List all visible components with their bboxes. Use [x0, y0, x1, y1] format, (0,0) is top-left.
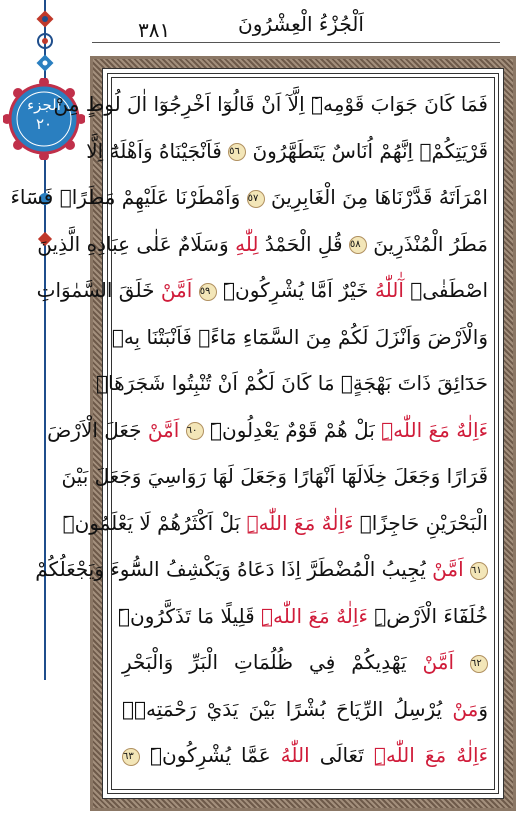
ornament-knot-icon — [36, 10, 54, 28]
verse-text: يُجِيبُ الْمُضْطَرَّ اِذَا دَعَاهُ وَيَكْشِفُ السُّٓوءَ وَيَجْعَلُكُمْ — [35, 557, 433, 581]
verse-line — [61, 456, 488, 496]
verse-text: فَمَا كَانَ جَوَابَ قَوْمِهٖٓ اِلَّآ اَنْ قَالُوٓا اَخْرِجُوٓا اٰلَ لُوطٍ مِنْ — [53, 92, 488, 116]
ornament-knot-icon — [36, 54, 54, 72]
verse-text — [464, 557, 470, 581]
verse-text: بَلْ هُمْ قَوْمٌ يَعْدِلُونَۜ — [203, 417, 382, 442]
verse-line — [96, 363, 488, 403]
verse-line — [47, 410, 488, 450]
verse-text: جَعَلَ الْاَرْضَ — [47, 417, 148, 442]
verse-text: وَسَلَامٌ عَلٰى عِبَادِهِ الَّذِينَ — [37, 231, 236, 256]
divine-name-text: آٰللّٰهُ — [374, 278, 404, 302]
verse-line — [53, 84, 488, 124]
page-number: ٣٨١ — [138, 18, 171, 42]
verse-text — [179, 418, 185, 442]
divine-name-text: ءَاِلٰهٌ مَعَ اللّٰهِۜ — [261, 603, 368, 628]
divine-name-text: اَمَّنْ — [432, 557, 464, 581]
verse-text: وَ — [478, 696, 488, 721]
verse-text — [454, 650, 470, 674]
divine-name-text: اَمَّنْ — [147, 417, 180, 442]
verse-text: خَلَقَ السَّمٰوَاتِ — [36, 278, 161, 302]
ayah-number-marker: ٥٨ — [349, 236, 367, 254]
verse-text: حَدَٓائِقَ ذَاتَ بَهْجَةٍۚ مَا كَانَ لَكُمْ اَنْ تُنْبِتُوا شَجَرَهَاۜ — [96, 371, 488, 395]
divine-name-text: مَنْ — [452, 696, 479, 721]
verse-text: خُلَفَٓاءَ الْاَرْضِۜ — [367, 603, 488, 628]
juz-title: اَلْجُزْءُ الْعِشْرُونَ — [238, 12, 364, 36]
verse-text: يُرْسِلُ الرِّيَاحَ بُشْرًا بَيْنَ يَدَيْ رَحْمَتِهٖۜ — [122, 696, 453, 721]
verse-text: قَلِيلًا مَا تَذَكَّرُونَۜ — [118, 603, 262, 628]
divine-name-text: ءَاِلٰهٌ مَعَ اللّٰهِۜ — [373, 743, 488, 767]
verse-text: تَعَالَى — [309, 743, 374, 767]
ayah-number-marker: ٦٢ — [470, 655, 488, 673]
divine-name-text: اللّٰهُ — [280, 743, 310, 767]
verse-line — [62, 503, 488, 543]
verse-text: اصْطَفٰىۜ — [403, 278, 488, 302]
ayah-number-marker: ٥٩ — [199, 283, 217, 301]
verse-text: يَهْدِيكُمْ فِي ظُلُمَاتِ الْبَرِّ وَالْبَحْرِ — [122, 650, 423, 674]
verse-text: فَاَنْجَيْنَاهُ وَاَهْلَهُٓ اِلَّا — [86, 138, 229, 163]
verse-text: الْبَحْرَيْنِ حَاجِزًاۜ — [353, 510, 488, 535]
ayah-number-marker: ٦١ — [470, 562, 488, 580]
verse-text: قَرَارًا وَجَعَلَ خِلَالَهَٓا اَنْهَارًا وَجَعَلَ لَهَا رَوَاسِيَ وَجَعَلَ بَيْنَ — [61, 464, 488, 488]
verse-line — [36, 270, 488, 310]
verse-text: بَلْ اَكْثَرُهُمْ لَا يَعْلَمُونَۜ — [62, 510, 247, 535]
verse-text: عَمَّا يُشْرِكُونَۜ — [140, 743, 281, 767]
ornament-knot-icon — [36, 32, 54, 50]
verse-text — [192, 278, 198, 302]
divine-name-text: اَمَّنْ — [160, 278, 193, 302]
verse-line — [122, 735, 488, 775]
verse-line — [35, 549, 488, 589]
verse-text: خَيْرٌ اَمَّا يُشْرِكُونَۜ — [216, 278, 375, 302]
verse-line — [37, 224, 488, 264]
verse-line — [122, 689, 488, 729]
verse-line — [122, 642, 488, 682]
verse-line — [118, 596, 488, 636]
verse-text: مَطَرُ الْمُنْذَرِينَ — [366, 231, 488, 256]
verse-text: قُلِ الْحَمْدُ — [258, 231, 349, 256]
ayah-number-marker: ٥٦ — [228, 143, 246, 161]
juz-label-number: ٢٠ — [35, 115, 53, 133]
page-header — [88, 4, 518, 44]
ayah-number-marker: ٥٧ — [247, 190, 265, 208]
divine-name-text: ءَاِلٰهٌ مَعَ اللّٰهِۜ — [381, 417, 488, 442]
ayah-number-marker: ٦٣ — [122, 748, 140, 766]
ayah-number-marker: ٦٠ — [186, 422, 204, 440]
verse-line — [10, 177, 488, 217]
divine-name-text: ءَاِلٰهٌ مَعَ اللّٰهِۜ — [246, 510, 354, 535]
verse-line — [86, 131, 488, 171]
verse-line — [111, 317, 488, 357]
verse-text: وَالْاَرْضَ وَاَنْزَلَ لَكُمْ مِنَ السَّمَٓاءِ مَٓاءًۚ فَاَنْبَتْنَا بِهٖ — [111, 324, 488, 349]
verse-text: وَاَمْطَرْنَا عَلَيْهِمْ مَطَرًاۚ فَسَٓاءَ — [10, 185, 247, 209]
juz-label-word: الجزء — [27, 96, 61, 114]
divine-name-text: اَمَّنْ — [422, 650, 454, 674]
divine-name-text: لِلّٰهِ — [235, 231, 259, 256]
verse-text: امْرَاَتَهُ قَدَّرْنَاهَا مِنَ الْغَابِرِينَ — [264, 185, 488, 209]
header-divider — [92, 42, 500, 43]
verse-text: قَرْيَتِكُمْۚ اِنَّهُمْ اُنَاسٌ يَتَطَهَّرُونَ — [246, 138, 488, 163]
